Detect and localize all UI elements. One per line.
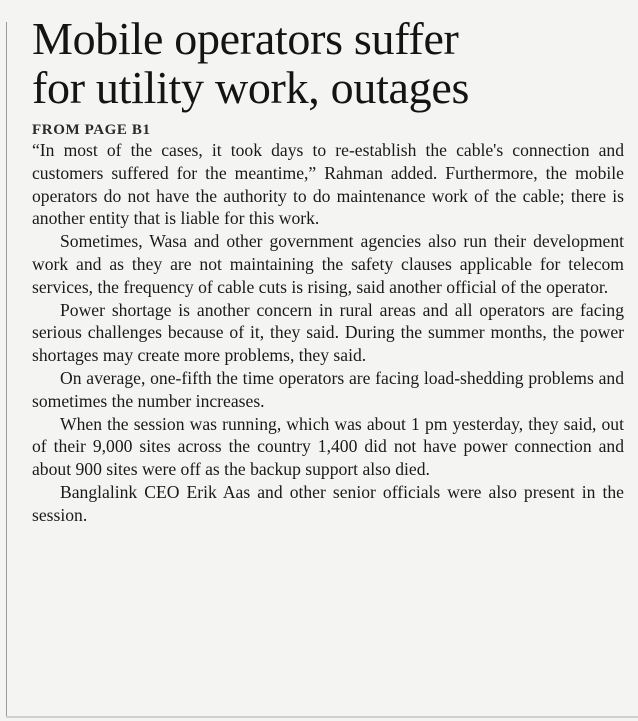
- body-paragraph-5: When the session was running, which was about 1 pm yesterday, they said, out of their 9,000 sites across the country 1,400 did not have power connection and about 900 sites were off as the backup support also died.: [32, 413, 624, 480]
- column-divider-line: [6, 22, 7, 717]
- dateline: FROM PAGE B1: [32, 122, 151, 138]
- body-paragraph-3: Power shortage is another concern in rural areas and all operators are facing serious challenges because of it, they said. During the summer months, the power shortages may create more problems, they said.: [32, 299, 624, 366]
- news-article: [32, 14, 624, 527]
- body-paragraph-6: Banglalink CEO Erik Aas and other senior officials were also present in the session.: [32, 481, 624, 525]
- headline: [32, 14, 624, 112]
- body-paragraph-4: On average, one-fifth the time operators are facing load-shedding problems and sometimes the number increases.: [32, 367, 624, 411]
- bottom-edge-line: [6, 716, 638, 718]
- headline-line-2: for utility work, outages: [32, 62, 470, 113]
- article-body: [32, 139, 624, 527]
- headline-line-1: Mobile operators suffer: [32, 13, 459, 64]
- body-paragraph-1: “In most of the cases, it took days to re-establish the cable's connection and customers suffered for the meantime,” Rahman added. Furthermore, the mobile operators do not have the authority to do maintenance work of the cable; there is another entity that is liable for this work.: [32, 140, 624, 229]
- body-paragraph-2: Sometimes, Wasa and other government agencies also run their development work and as they are not maintaining the safety clauses applicable for telecom services, the frequency of cable cuts is rising, said another official of the operator.: [32, 231, 624, 297]
